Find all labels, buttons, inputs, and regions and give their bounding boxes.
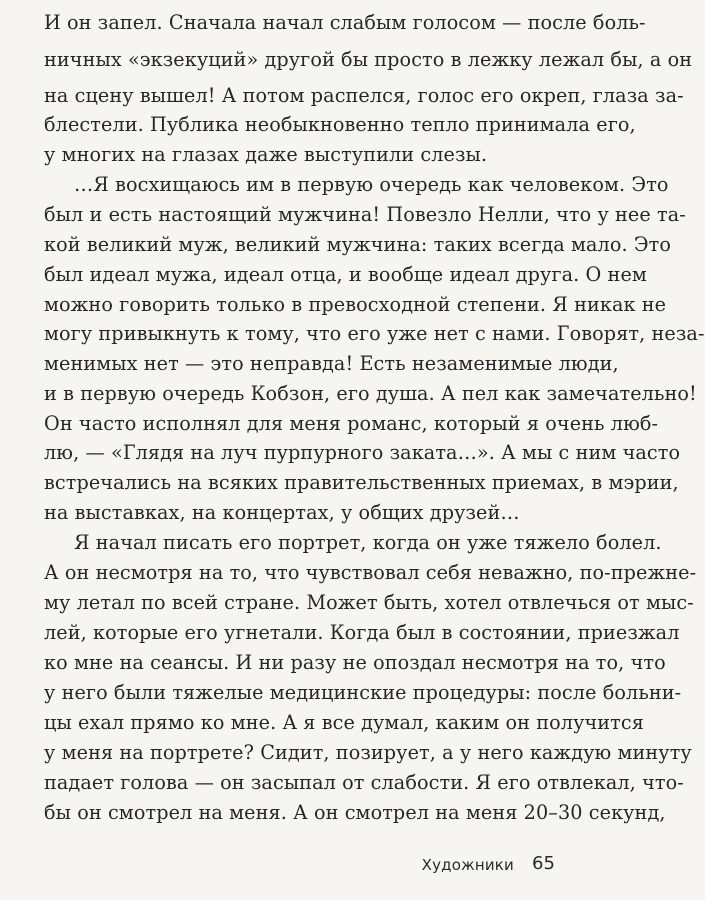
text-line: бы он смотрел на меня. А он смотрел на меня 20–30 секунд, [44,801,666,824]
text-line: на сцену вышел! А потом распелся, голос его окреп, глаза за- [44,84,684,107]
text-line: у меня на портрете? Сидит, позирует, а у него каждую минуту [44,741,692,764]
text-line: Он часто исполнял для меня романс, который я очень люб- [44,412,659,435]
text-line: могу привыкнуть к тому, что его уже нет с нами. Говорят, неза- [44,322,705,345]
text-line: менимых нет — это неправда! Есть незаменимые люди, [44,352,619,375]
text-line: встречались на всяких правительственных приемах, в мэрии, [44,471,679,494]
paragraph-first-line: Я начал писать его портрет, когда он уже тяжело болел. [74,531,662,554]
text-line: ничных «экзекуций» другой бы просто в лежку лежал бы, а он [44,48,693,71]
text-line: му летал по всей стране. Может быть, хотел отвлечься от мыс- [44,591,694,614]
text-line: кой великий муж, великий мужчина: таких всегда мало. Это [44,233,672,256]
text-line: у него были тяжелые медицинские процедуры: после больни- [44,681,682,704]
text-line: ко мне на сеансы. И ни разу не опоздал несмотря на то, что [44,651,666,674]
text-line: блестели. Публика необыкновенно тепло принимала его, [44,113,636,136]
text-line: И он запел. Сначала начал слабым голосом — после боль- [44,11,646,34]
page-number: 65 [532,853,555,874]
text-line: был и есть настоящий мужчина! Повезло Нелли, что у нее та- [44,203,686,226]
text-line: А он несмотря на то, что чувствовал себя неважно, по-прежне- [44,561,697,584]
text-line: лей, которые его угнетали. Когда был в состоянии, приезжал [44,621,680,644]
paragraph-first-line: …Я восхищаюсь им в первую очередь как человеком. Это [74,173,669,196]
text-line: можно говорить только в превосходной степени. Я никак не [44,293,667,316]
text-line: у многих на глазах даже выступили слезы. [44,143,488,166]
text-line: на выставках, на концертах, у общих друзей… [44,501,520,524]
text-line: лю, — «Глядя на луч пурпурного заката…». А мы с ним часто [44,441,681,464]
text-line: цы ехал прямо ко мне. А я все думал, каким он получится [44,711,644,734]
text-line: был идеал мужа, идеал отца, и вообще идеал друга. О нем [44,263,647,286]
text-line: и в первую очередь Кобзон, его душа. А пел как замечательно! [44,382,697,405]
text-line: падает голова — он засыпал от слабости. Я его отвлекал, что- [44,771,684,794]
running-footer-section-title: Художники [421,856,514,874]
